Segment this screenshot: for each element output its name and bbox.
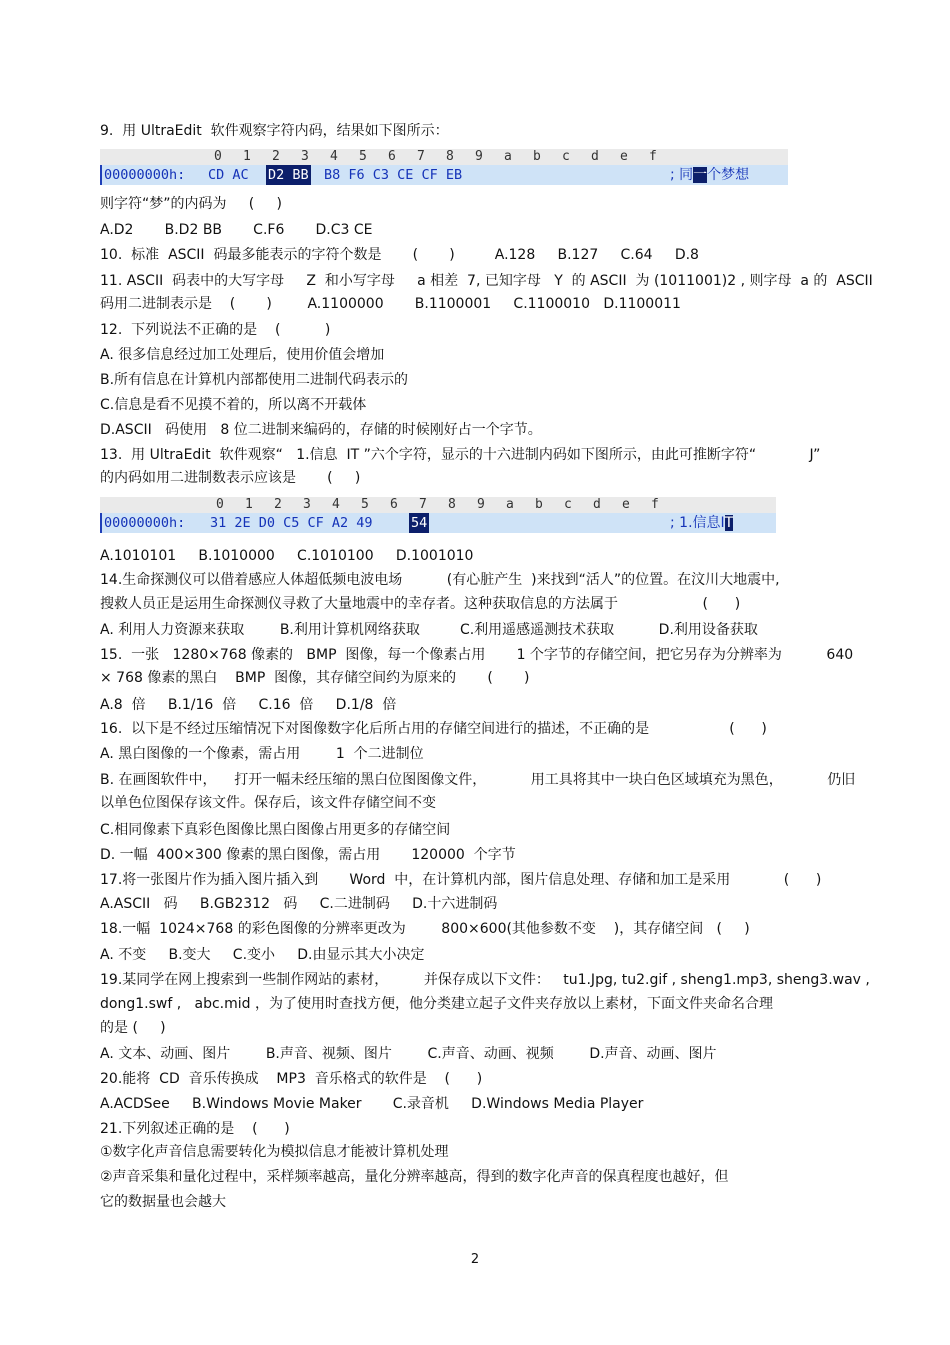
hex-col-label: 0 bbox=[214, 149, 222, 164]
q21-stem: 21.下列叙述正确的是 ( ) bbox=[100, 1121, 290, 1137]
q11-line2: 码用二进制表示是 ( ) A.1100000 B.1100001 C.1100010 D.1100011 bbox=[100, 296, 681, 312]
hex-view-q9 bbox=[100, 149, 788, 185]
q18-stem: 18.一幅 1024×768 的彩色图像的分辨率更改为 800×600(其他参数不变 )，其存储空间 ( ) bbox=[100, 921, 750, 937]
hex-col-label: 8 bbox=[448, 497, 456, 512]
hex-bytes: 31 2E D0 C5 CF A2 49 bbox=[210, 515, 373, 531]
q15-line1: 15. 一张 1280×768 像素的 BMP 图像，每一个像素占用 1 个字节的存储空间，把它另存为分辨率为 640 bbox=[100, 647, 854, 663]
q16-option-a: A. 黑白图像的一个像素，需占用 1 个二进制位 bbox=[100, 746, 424, 762]
q20-stem: 20.能将 CD 音乐传换成 MP3 音乐格式的软件是 ( ) bbox=[100, 1071, 483, 1087]
hex-view-q13 bbox=[100, 497, 776, 533]
q16-stem: 16. 以下是不经过压缩情况下对图像数字化后所占用的存储空间进行的描述，不正确的是 ( ) bbox=[100, 721, 767, 737]
hex-col-label: f bbox=[649, 149, 657, 164]
q13-line2: 的内码如用二进制数表示应该是 ( ) bbox=[100, 470, 361, 486]
q17-stem: 17.将一张图片作为插入图片插入到 Word 中，在计算机内部，图片信息处理、存储和加工是采用 ( ) bbox=[100, 872, 822, 888]
q19-line1: 19.某同学在网上搜索到一些制作网站的素材， 并保存成以下文件： tu1.Jpg, tu2.gif , sheng1.mp3, sheng3.wav , bbox=[100, 972, 870, 988]
q11-line1: 11. ASCII 码表中的大写字母 Z 和小写字母 a 相差 7, 已知字母 Y 的 ASCII 为 (1011001)2 , 则字母 a 的 ASCII bbox=[100, 273, 873, 289]
hex-col-label: b bbox=[533, 149, 541, 164]
hex-col-label: 3 bbox=[303, 497, 311, 512]
hex-bytes-selected: 54 bbox=[411, 515, 428, 531]
q12-option-c: C.信息是看不见摸不着的，所以离不开载体 bbox=[100, 397, 367, 413]
hex-col-label: a bbox=[504, 149, 512, 164]
q21-item-2-line2: 它的数据量也会越大 bbox=[100, 1194, 226, 1210]
hex-text-selected: T bbox=[724, 515, 734, 531]
hex-data-row bbox=[100, 513, 776, 533]
q14-line1: 14.生命探测仪可以借着感应人体超低频电波电场 (有心脏产生 )来找到“活人”的位置。在汶川大地震中, bbox=[100, 572, 780, 588]
hex-col-label: c bbox=[564, 497, 572, 512]
q14-options: A. 利用人力资源来获取 B.利用计算机网络获取 C.利用遥感遥测技术获取 D.利用设备获取 bbox=[100, 622, 758, 638]
q17-options: A.ASCII 码 B.GB2312 码 C.二进制码 D.十六进制码 bbox=[100, 896, 498, 912]
hex-text-selected: 一 bbox=[693, 167, 708, 183]
q13-line1: 13. 用 UltraEdit 软件观察“ 1.信息 IT ”六个字符，显示的十六进制内码如下图所示，由此可推断字符“ J” bbox=[100, 447, 821, 463]
q18-options: A. 不变 B.变大 C.变小 D.由显示其大小决定 bbox=[100, 947, 425, 963]
hex-col-label: 2 bbox=[272, 149, 280, 164]
q21-item-2-line1: ②声音采集和量化过程中，采样频率越高，量化分辨率越高，得到的数字化声音的保真程度也越好，但 bbox=[100, 1169, 729, 1185]
q9-line2: 则字符“梦”的内码为 ( ) bbox=[100, 196, 282, 212]
hex-col-label: b bbox=[535, 497, 543, 512]
hex-col-label: 2 bbox=[274, 497, 282, 512]
hex-text-view bbox=[670, 513, 733, 533]
hex-bytes: B8 F6 C3 CE CF EB bbox=[324, 167, 463, 183]
q19-line2: dong1.swf , abc.mid ，为了使用时查找方便，他分类建立起子文件夹存放以上素材，下面文件夹命名合理 bbox=[100, 996, 773, 1012]
hex-col-label: 4 bbox=[330, 149, 338, 164]
hex-text: ; 1.信息I bbox=[670, 515, 725, 531]
q15-options: A.8 倍 B.1/16 倍 C.16 倍 D.1/8 倍 bbox=[100, 697, 397, 713]
hex-col-label: 9 bbox=[475, 149, 483, 164]
hex-col-label: 8 bbox=[446, 149, 454, 164]
hex-col-label: e bbox=[620, 149, 628, 164]
hex-col-label: f bbox=[651, 497, 659, 512]
hex-col-label: 1 bbox=[245, 497, 253, 512]
q12-stem: 12. 下列说法不正确的是 ( ) bbox=[100, 322, 331, 338]
hex-col-label: a bbox=[506, 497, 514, 512]
hex-address: 00000000h: bbox=[104, 167, 186, 183]
q13-options: A.1010101 B.1010000 C.1010100 D.1001010 bbox=[100, 548, 474, 564]
page-number: 2 bbox=[470, 1252, 480, 1267]
q15-line2: × 768 像素的黑白 BMP 图像，其存储空间约为原来的 ( ) bbox=[100, 670, 530, 686]
hex-col-label: 0 bbox=[216, 497, 224, 512]
hex-col-label: 6 bbox=[390, 497, 398, 512]
q12-option-a: A. 很多信息经过加工处理后，使用价值会增加 bbox=[100, 347, 385, 363]
q21-item-1: ①数字化声音信息需要转化为模拟信息才能被计算机处理 bbox=[100, 1144, 449, 1160]
hex-col-label: 9 bbox=[477, 497, 485, 512]
q19-options: A. 文本、动画、图片 B.声音、视频、图片 C.声音、动画、视频 D.声音、动画、图片 bbox=[100, 1046, 717, 1062]
hex-col-label: 5 bbox=[361, 497, 369, 512]
q14-line2: 搜救人员正是运用生命探测仪寻救了大量地震中的幸存者。这种获取信息的方法属于 ( ) bbox=[100, 596, 741, 612]
hex-col-label: e bbox=[622, 497, 630, 512]
hex-bytes: CD AC bbox=[208, 167, 249, 183]
q16-option-c: C.相同像素下真彩色图像比黑白图像占用更多的存储空间 bbox=[100, 822, 451, 838]
hex-column-header bbox=[100, 149, 788, 165]
hex-data-row bbox=[100, 165, 788, 185]
q12-option-b: B.所有信息在计算机内部都使用二进制代码表示的 bbox=[100, 372, 409, 388]
hex-col-label: c bbox=[562, 149, 570, 164]
q16-option-b-line1: B. 在画图软件中， 打开一幅未经压缩的黑白位图图像文件， 用工具将其中一块白色区域填充为黑色， 仍旧 bbox=[100, 772, 856, 788]
hex-address: 00000000h: bbox=[104, 515, 186, 531]
hex-col-label: 6 bbox=[388, 149, 396, 164]
q9-stem: 9. 用 UltraEdit 软件观察字符内码，结果如下图所示： bbox=[100, 123, 449, 139]
hex-col-label: 4 bbox=[332, 497, 340, 512]
q20-options: A.ACDSee B.Windows Movie Maker C.录音机 D.Windows Media Player bbox=[100, 1096, 644, 1112]
hex-text: 个梦想 bbox=[707, 167, 750, 183]
hex-column-header bbox=[100, 497, 776, 513]
q12-option-d: D.ASCII 码使用 8 位二进制来编码的，存储的时候刚好占一个字节。 bbox=[100, 422, 542, 438]
q16-option-b-line2: 以单色位图保存该文件。保存后，该文件存储空间不变 bbox=[100, 795, 436, 811]
hex-col-label: 5 bbox=[359, 149, 367, 164]
hex-col-label: 7 bbox=[419, 497, 427, 512]
hex-col-label: d bbox=[591, 149, 599, 164]
hex-bytes-selected: D2 BB bbox=[268, 167, 309, 183]
hex-col-label: d bbox=[593, 497, 601, 512]
hex-text-view bbox=[670, 165, 749, 185]
hex-text: ; 同 bbox=[670, 167, 694, 183]
q9-options: A.D2 B.D2 BB C.F6 D.C3 CE bbox=[100, 222, 373, 238]
q19-line3: 的是 ( ) bbox=[100, 1020, 166, 1036]
hex-col-label: 7 bbox=[417, 149, 425, 164]
q10-text: 10. 标准 ASCII 码最多能表示的字符个数是 ( ) A.128 B.127 C.64 D.8 bbox=[100, 247, 699, 263]
q16-option-d: D. 一幅 400×300 像素的黑白图像，需占用 120000 个字节 bbox=[100, 847, 516, 863]
hex-col-label: 1 bbox=[243, 149, 251, 164]
hex-col-label: 3 bbox=[301, 149, 309, 164]
